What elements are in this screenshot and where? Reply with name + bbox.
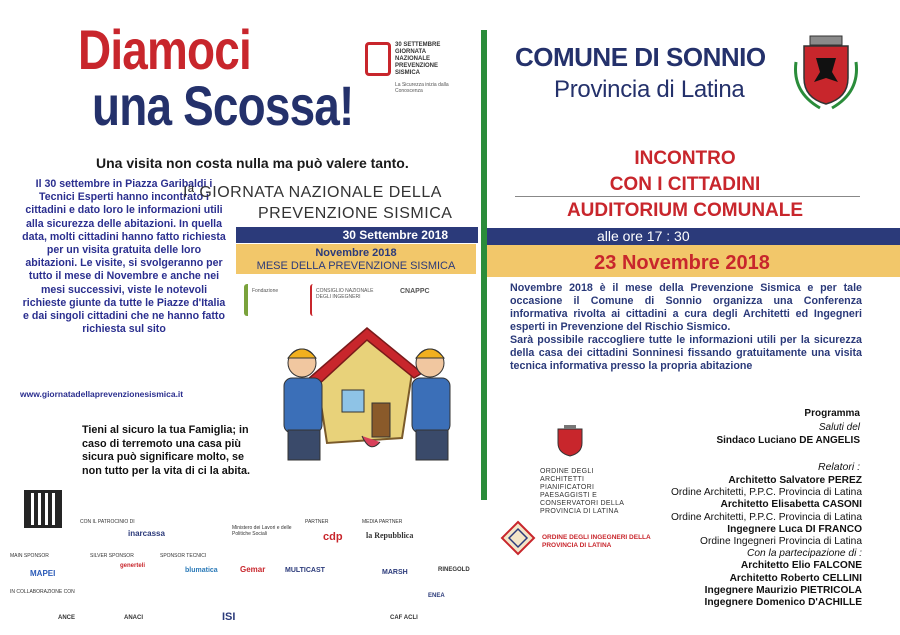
description-paragraph1: Novembre 2018 è il mese della Prevenzione Sismica e per tale occasione il Comune di Sonnio organizza una Conferenza informativa rivolta ai cittadini a cura degli Architetti ed Ingegneri esperti in Prevenzione del Rischio Sismico. [510,282,862,333]
comune-title: COMUNE DI SONNIO [515,42,766,72]
programma-heading: Programma [804,408,860,419]
partner-logos [238,280,478,322]
partner-ingegneri: CONSIGLIO NAZIONALE DEGLI INGEGNERI [310,284,388,316]
sponsor-multicast: MULTICAST [285,567,325,574]
ordine-architetti-text: ORDINE DEGLI ARCHITETTI PIANIFICATORI PAESAGGISTI E CONSERVATORI DELLA PROVINCIA DI LATINA [540,468,624,515]
gns-logo [365,42,455,102]
speaker-line: Ingegnere Maurizio PIETRICOLA [704,584,862,596]
family-text: Tieni al sicuro la tua Famiglia; in caso di terremoto una casa più sicura può significare molto, se non tutto per la vita di ci la abita. [82,424,250,477]
month-line1: Novembre 2018 [315,247,397,259]
saluti-label: Saluti del [818,422,860,433]
auditorium-heading: AUDITORIUM COMUNALE [566,200,804,221]
tagline: Una visita non costa nulla ma può valere tanto. [96,155,409,171]
sponsor-anaci: ANACI [124,615,143,621]
sponsor-inarcassa: inarcassa [128,529,165,538]
sponsor-label-silver: SILVER SPONSOR [90,553,134,559]
provincia-title: Provincia di Latina [554,76,745,103]
cartoon-legs-right [416,430,448,460]
sponsor-label-collaborazione: IN COLLABORAZIONE CON [10,589,75,595]
partner-fondazione: Fondazione [244,284,300,316]
date-bar: 30 Settembre 2018 [236,227,478,243]
gns-logo-subtext: La Sicurezza inizia dalla Conoscenza [395,82,449,94]
speaker-line: Architetto Elisabetta CASONI [720,499,862,511]
helmet-right-icon [416,349,444,358]
cartoon-legs-left [288,430,320,460]
sponsor-label-media: MEDIA PARTNER [362,519,403,525]
sponsor-label-tecnici: SPONSOR TECNICI [160,553,207,559]
incontro-heading [510,146,860,198]
sponsor-blumatica: blumatica [185,567,218,574]
ordine-ingegneri-text: ORDINE DEGLI INGEGNERI DELLA PROVINCIA DI LATINA [542,534,651,549]
sponsor-rinegold: RINEGOLD [438,567,470,573]
sponsor-mapei: MAPEI [30,569,56,578]
event-date: 23 Novembre 2018 [594,252,770,274]
speaker-line: Ordine Ingegneri Provincia di Latina [700,536,862,547]
sponsor-repubblica: la Repubblica [366,531,414,540]
speaker-line: Ordine Architetti, P.P.C. Provincia di Latina [670,511,862,523]
sponsor-label-patrocinio: CON IL PATROCINIO DI [80,519,135,525]
speaker-line: Ingegnere Luca DI FRANCO [727,523,862,535]
cartoon-illustration [262,318,467,468]
speaker-line: Architetto Roberto CELLINI [729,572,862,584]
sindaco-name: Sindaco Luciano DE ANGELIS [716,435,860,446]
speaker-line: Architetto Salvatore PEREZ [728,475,862,486]
heading-divider [515,196,860,197]
speaker-line: Ingegnere Domenico D'ACHILLE [704,597,862,608]
sponsor-ance: ANCE [58,615,76,621]
sponsor-isi: ISI [222,611,236,623]
sponsor-generteli: generteli [120,563,146,569]
ordine-architetti-crest-icon [552,425,588,457]
event-description [510,282,862,373]
sponsor-strip [10,515,480,630]
cartoon-door [372,403,390,437]
speaker-line: Architetto Elio FALCONE [740,560,862,572]
giornata-line1: Iª GIORNATA NAZIONALE DELLA [183,184,442,201]
title-line1: Diamoci [78,18,251,81]
sponsor-caf-acli: CAF ACLI [390,615,418,621]
sponsor-cdp: cdp [323,531,343,543]
helmet-left-icon [288,349,316,358]
website-link[interactable]: www.giornatadellaprevenzionesismica.it [20,389,184,399]
left-body-text: Il 30 settembre in Piazza Garibaldi i Tecnici Esperti hanno incontrato i cittadini e dato loro le informazioni utili alla sicurezza delle abitazioni. In quella data, molti cittadini hanno fatto richiesta per un visita gratuita delle loro abitazioni. Le visite, si svolgeranno per tutto il mese di Novembre e anche nei mesi successivi, viste le notevoli richieste giunte da tutte le Piazze d'Italia e dai singoli cittadini che ne hanno fatto richiesta sul sito [22,178,226,336]
incontro-line1: INCONTRO [634,148,736,169]
ordine-ingegneri-logo-icon [500,520,536,556]
month-line2: MESE DELLA PREVENZIONE SISMICA [256,260,456,272]
time-bar: alle ore 17 : 30 [487,228,900,245]
title-line2: una Scossa! [92,74,354,137]
cartoon-body-right [412,378,450,433]
giornata-line2: PREVENZIONE SISMICA [258,205,453,222]
sponsor-marsh: MARSH [382,569,408,576]
sponsor-enea: ENEA [428,593,445,599]
gns-logo-text: 30 SETTEMBRE GIORNATA NAZIONALE PREVENZIONE SISMICA [395,42,441,76]
comune-crest-icon [790,32,862,110]
incontro-line2: CON I CITTADINI [609,174,761,195]
cartoon-window [342,390,364,412]
description-paragraph2: Sarà possibile raccogliere tutte le informazioni utili per la sicurezza della casa dei cittadini Sonninesi fissando gratuitamente una visita tecnica informativa presso la propria abitazione [510,334,862,372]
sponsor-gemar: Gemar [240,565,266,574]
speaker-line: Con la partecipazione di : [747,548,862,560]
relatori-label: Relatori : [817,461,860,473]
sponsor-label-main: MAIN SPONSOR [10,553,49,559]
partner-cnappc: CNAPPC [400,288,430,295]
sponsor-label-partner: PARTNER [305,519,329,525]
gns-logo-mark-icon [365,42,391,76]
speaker-line: Ordine Architetti, P.P.C. Provincia di Latina [670,487,862,499]
month-box [236,244,476,274]
sponsor-ministero: Ministero dei Lavori e delle Politiche Sociali [232,525,292,537]
cartoon-body-left [284,378,322,433]
